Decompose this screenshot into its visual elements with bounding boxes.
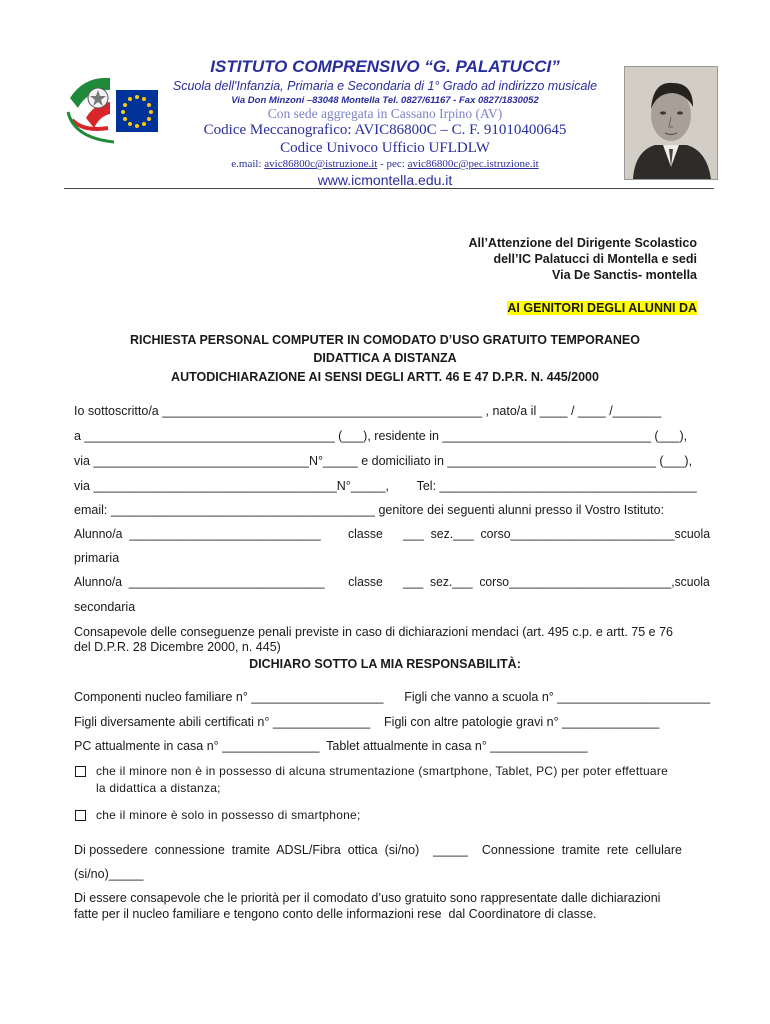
heading-line-2: DIDATTICA A DISTANZA: [313, 351, 457, 365]
school-branch: Con sede aggregata in Cassano Irpino (AV): [267, 106, 503, 121]
declaration-heading: DICHIARO SOTTO LA MIA RESPONSABILITÀ:: [249, 657, 521, 671]
form-line-student-1[interactable]: Alunno/a ____________________________ classe ___ sez.___ corso________________________scuola: [74, 527, 711, 541]
portrait-photo: [624, 66, 718, 180]
recipient-highlight: [507, 301, 697, 316]
school-codes: Codice Meccanografico: AVIC86800C – C. F. 91010400645: [203, 122, 567, 138]
form-line-disabled-children[interactable]: Figli diversamente abili certificati n° ______________ Figli con altre patologie gravi n° ______________: [74, 715, 660, 729]
pec-link[interactable]: avic86800c@pec.istruzione.it: [407, 158, 539, 170]
option-smartphone-label: che il minore è solo in possesso di smartphone;: [96, 808, 361, 822]
form-line-residence[interactable]: via _______________________________N°_____ e domiciliato in ______________________________ (___),: [74, 454, 693, 468]
school-address: Via Don Minzoni –83048 Montella Tel. 0827/61167 - Fax 0827/1830052: [231, 95, 539, 106]
form-line-connection[interactable]: Di possedere connessione tramite ADSL/Fibra ottica (si/no) _____ Connessione tramite rete cellulare: [74, 843, 682, 857]
heading-line-3: AUTODICHIARAZIONE AI SENSI DEGLI ARTT. 46 E 47 D.P.R. N. 445/2000: [171, 370, 599, 384]
contact-emails: [150, 158, 620, 170]
highlighted-text: AI GENITORI DEGLI ALUNNI DA: [507, 301, 697, 315]
email-link[interactable]: avic86800c@istruzione.it: [264, 158, 378, 170]
form-line-household[interactable]: Componenti nucleo familiare n° ___________________ Figli che vanno a scuola n° ______________________: [74, 690, 711, 704]
option-smartphone-checkbox[interactable]: [75, 810, 86, 821]
form-line-secondaria: secondaria: [74, 600, 136, 614]
email-label: e.mail:: [231, 158, 265, 170]
form-line-birthplace[interactable]: a ____________________________________ (___), residente in ______________________________ (___),: [74, 429, 688, 443]
option-no-device-label-cont: la didattica a distanza;: [96, 781, 221, 795]
office-code: Codice Univoco Ufficio UFLDLW: [280, 140, 490, 156]
form-line-consapevole-2: del D.P.R. 28 Dicembre 2000, n. 445): [74, 640, 281, 654]
form-line-name[interactable]: Io sottoscritto/a ______________________________________________ , nato/a il ____ / ____ /_______: [74, 404, 662, 418]
website-link[interactable]: www.icmontella.edu.it: [317, 172, 453, 188]
recipient-line-2: dell’IC Palatucci di Montella e sedi: [493, 252, 697, 266]
school-logo: [64, 68, 164, 148]
form-line-mobile-connection[interactable]: (si/no)_____: [74, 867, 144, 881]
form-line-consapevole-1: Consapevole delle conseguenze penali previste in caso di dichiarazioni mendaci (art. 495 c.p. e artt. 75 e 76: [74, 625, 673, 639]
heading-line-1: RICHIESTA PERSONAL COMPUTER IN COMODATO D’USO GRATUITO TEMPORANEO: [130, 333, 640, 347]
form-line-student-2[interactable]: Alunno/a _____________________________ classe ___ sez.___ corso________________________,scuola: [74, 575, 710, 589]
school-subtitle: Scuola dell'Infanzia, Primaria e Secondaria di 1° Grado ad indirizzo musicale: [172, 79, 598, 93]
school-name: ISTITUTO COMPRENSIVO “G. PALATUCCI”: [210, 57, 560, 76]
form-line-primaria: primaria: [74, 551, 120, 565]
header-divider: [64, 188, 714, 189]
form-line-priority-2: fatte per il nucleo familiare e tengono conto delle informazioni rese dal Coordinatore di classe.: [74, 907, 597, 921]
form-line-devices[interactable]: PC attualmente in casa n° ______________ Tablet attualmente in casa n° ______________: [74, 739, 588, 753]
form-line-address[interactable]: via ___________________________________N°_____, Tel: _____________________________________: [74, 479, 697, 493]
pec-label: - pec:: [377, 158, 408, 170]
form-line-priority-1: Di essere consapevole che le priorità per il comodato d’uso gratuito sono rappresentate dalle dichiarazioni: [74, 891, 661, 905]
recipient-line-3: Via De Sanctis- montella: [552, 268, 697, 282]
option-no-device-label: che il minore non è in possesso di alcuna strumentazione (smartphone, Tablet, PC) per poter effettuare: [96, 764, 669, 778]
option-no-device-checkbox[interactable]: [75, 766, 86, 777]
form-line-email[interactable]: email: ______________________________________ genitore dei seguenti alunni presso il Vostro Istituto:: [74, 503, 665, 517]
recipient-line-1: All’Attenzione del Dirigente Scolastico: [468, 236, 697, 250]
